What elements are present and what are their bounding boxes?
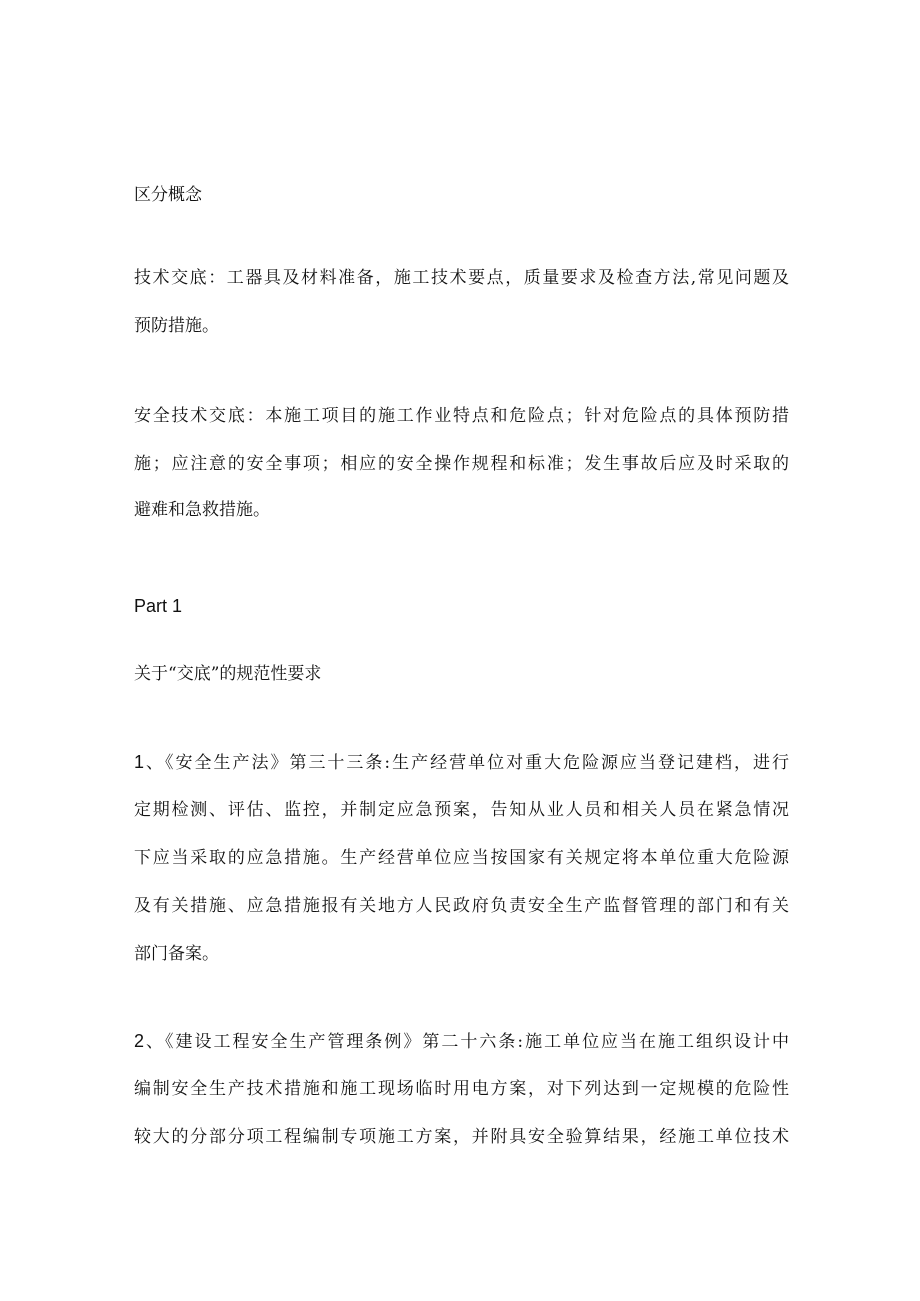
item-1-line-4: 及有关措施、应急措施报有关地方人民政府负责安全生产监督管理的部门和有关: [134, 896, 789, 916]
item-2-first-text: 、《建设工程安全生产管理条例》第二十六条:施工单位应当在施工组织设计中: [144, 1032, 789, 1052]
item-2-line-1: [134, 1030, 789, 1053]
item-1-line-3: 下应当采取的应急措施。生产经营单位应当按国家有关规定将本单位重大危险源: [134, 848, 789, 868]
part-label: Part 1: [134, 596, 183, 616]
item-1-first-text: 、《安全生产法》第三十三条:生产经营单位对重大危险源应当登记建档，进行: [144, 753, 789, 773]
item-2-line-3: 较大的分部分项工程编制专项施工方案，并附具安全验算结果，经施工单位技术: [134, 1127, 789, 1147]
item-1-line-2: 定期检测、评估、监控，并制定应急预案，告知从业人员和相关人员在紧急情况: [134, 800, 789, 820]
tech-disclosure-line-1: 技术交底：工器具及材料准备，施工技术要点，质量要求及检查方法,常见问题及: [134, 268, 789, 288]
safety-disclosure-line-3: 避难和急救措施。: [134, 500, 270, 520]
safety-disclosure-line-1: 安全技术交底：本施工项目的施工作业特点和危险点；针对危险点的具体预防措: [134, 406, 789, 426]
item-number: 1: [134, 752, 145, 772]
tech-disclosure-line-2: 预防措施。: [134, 316, 219, 336]
item-number: 2: [134, 1031, 145, 1051]
item-1-line-1: [134, 751, 789, 774]
safety-disclosure-line-2: 施；应注意的安全事项；相应的安全操作规程和标准；发生事故后应及时采取的: [134, 454, 789, 474]
item-2-line-2: 编制安全生产技术措施和施工现场临时用电方案，对下列达到一定规模的危险性: [134, 1079, 789, 1099]
section-heading: 区分概念: [134, 185, 202, 205]
part-subtitle: 关于“交底”的规范性要求: [134, 664, 322, 684]
item-1-line-5: 部门备案。: [134, 944, 219, 964]
